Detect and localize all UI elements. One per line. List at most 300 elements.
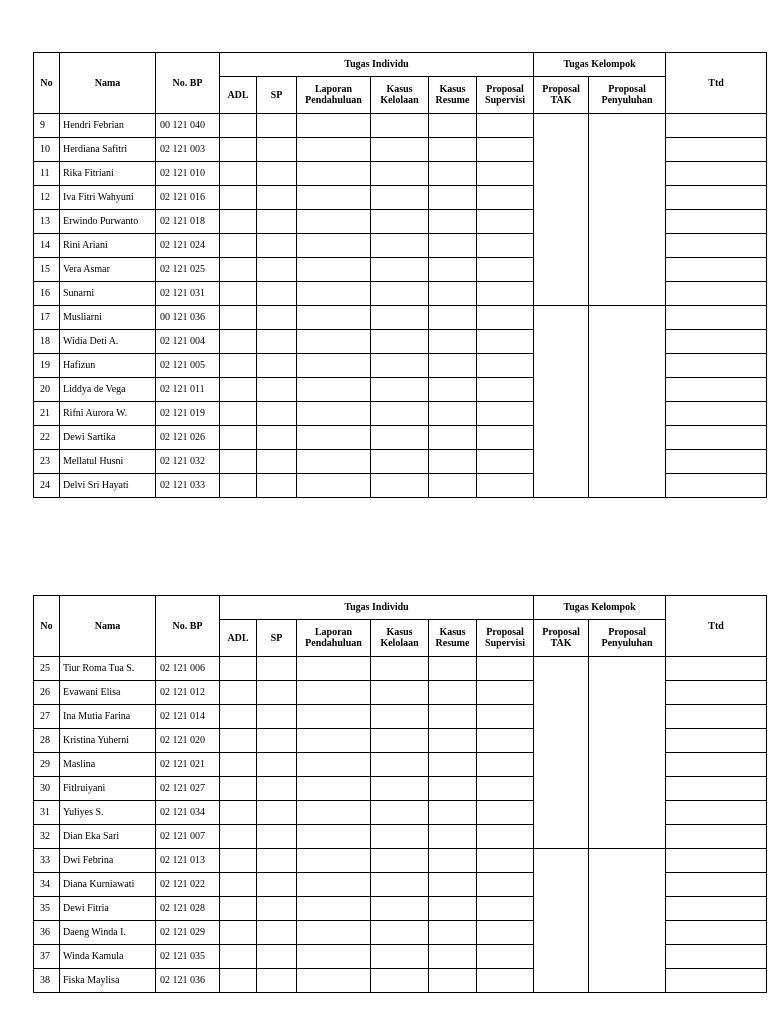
cell-kasus-kelolaan[interactable] xyxy=(371,258,429,282)
row-nama: Fiska Maylisa xyxy=(60,969,156,993)
cell-proposal-supervisi[interactable] xyxy=(477,474,534,498)
cell-kasus-resume[interactable] xyxy=(429,210,477,234)
row-nama: Dian Eka Sari xyxy=(60,825,156,849)
cell-adl[interactable] xyxy=(220,657,257,681)
cell-proposal-tak[interactable] xyxy=(534,306,589,498)
cell-laporan-pendahuluan[interactable] xyxy=(297,426,371,450)
cell-kasus-kelolaan[interactable] xyxy=(371,849,429,873)
cell-sp[interactable] xyxy=(257,897,297,921)
cell-sp[interactable] xyxy=(257,258,297,282)
cell-kasus-kelolaan[interactable] xyxy=(371,705,429,729)
cell-sp[interactable] xyxy=(257,186,297,210)
cell-sp[interactable] xyxy=(257,825,297,849)
row-no-bp: 00 121 040 xyxy=(156,114,220,138)
cell-sp[interactable] xyxy=(257,801,297,825)
cell-proposal-supervisi[interactable] xyxy=(477,705,534,729)
cell-kasus-resume[interactable] xyxy=(429,825,477,849)
cell-proposal-supervisi[interactable] xyxy=(477,186,534,210)
cell-proposal-supervisi[interactable] xyxy=(477,138,534,162)
cell-adl[interactable] xyxy=(220,402,257,426)
cell-laporan-pendahuluan[interactable] xyxy=(297,753,371,777)
cell-proposal-supervisi[interactable] xyxy=(477,402,534,426)
cell-laporan-pendahuluan[interactable] xyxy=(297,138,371,162)
cell-ttd[interactable] xyxy=(666,657,767,681)
cell-kasus-kelolaan[interactable] xyxy=(371,234,429,258)
cell-kasus-kelolaan[interactable] xyxy=(371,210,429,234)
cell-proposal-supervisi[interactable] xyxy=(477,753,534,777)
row-no: 28 xyxy=(34,729,60,753)
cell-ttd[interactable] xyxy=(666,945,767,969)
header-sp: SP xyxy=(257,77,297,114)
cell-adl[interactable] xyxy=(220,186,257,210)
cell-kasus-resume[interactable] xyxy=(429,378,477,402)
cell-kasus-kelolaan[interactable] xyxy=(371,945,429,969)
row-no-bp: 02 121 033 xyxy=(156,474,220,498)
cell-kasus-kelolaan[interactable] xyxy=(371,162,429,186)
row-no-bp: 02 121 020 xyxy=(156,729,220,753)
cell-laporan-pendahuluan[interactable] xyxy=(297,657,371,681)
cell-kasus-resume[interactable] xyxy=(429,402,477,426)
cell-ttd[interactable] xyxy=(666,378,767,402)
row-no: 13 xyxy=(34,210,60,234)
cell-kasus-kelolaan[interactable] xyxy=(371,114,429,138)
cell-ttd[interactable] xyxy=(666,801,767,825)
row-nama: Hafizun xyxy=(60,354,156,378)
cell-kasus-resume[interactable] xyxy=(429,897,477,921)
cell-proposal-penyuluhan[interactable] xyxy=(589,306,666,498)
cell-laporan-pendahuluan[interactable] xyxy=(297,162,371,186)
cell-ttd[interactable] xyxy=(666,729,767,753)
cell-adl[interactable] xyxy=(220,210,257,234)
header-proposal-tak: Proposal TAK xyxy=(534,77,589,114)
cell-kasus-resume[interactable] xyxy=(429,729,477,753)
cell-sp[interactable] xyxy=(257,282,297,306)
cell-kasus-kelolaan[interactable] xyxy=(371,354,429,378)
cell-kasus-resume[interactable] xyxy=(429,114,477,138)
cell-proposal-penyuluhan[interactable] xyxy=(589,114,666,306)
cell-proposal-supervisi[interactable] xyxy=(477,330,534,354)
row-nama: Mellatul Husni xyxy=(60,450,156,474)
cell-proposal-supervisi[interactable] xyxy=(477,729,534,753)
cell-kasus-kelolaan[interactable] xyxy=(371,282,429,306)
cell-kasus-resume[interactable] xyxy=(429,138,477,162)
cell-adl[interactable] xyxy=(220,873,257,897)
cell-kasus-resume[interactable] xyxy=(429,921,477,945)
cell-adl[interactable] xyxy=(220,426,257,450)
cell-proposal-supervisi[interactable] xyxy=(477,114,534,138)
cell-adl[interactable] xyxy=(220,945,257,969)
cell-ttd[interactable] xyxy=(666,162,767,186)
header-tugas-kelompok: Tugas Kelompok xyxy=(534,596,666,620)
row-no: 24 xyxy=(34,474,60,498)
cell-kasus-resume[interactable] xyxy=(429,186,477,210)
cell-kasus-kelolaan[interactable] xyxy=(371,729,429,753)
cell-ttd[interactable] xyxy=(666,681,767,705)
cell-kasus-resume[interactable] xyxy=(429,705,477,729)
cell-kasus-resume[interactable] xyxy=(429,258,477,282)
cell-sp[interactable] xyxy=(257,681,297,705)
cell-kasus-resume[interactable] xyxy=(429,753,477,777)
row-no: 35 xyxy=(34,897,60,921)
cell-laporan-pendahuluan[interactable] xyxy=(297,210,371,234)
header-tugas-individu: Tugas Individu xyxy=(220,53,534,77)
cell-ttd[interactable] xyxy=(666,897,767,921)
cell-kasus-kelolaan[interactable] xyxy=(371,777,429,801)
cell-kasus-kelolaan[interactable] xyxy=(371,306,429,330)
cell-sp[interactable] xyxy=(257,426,297,450)
cell-adl[interactable] xyxy=(220,330,257,354)
cell-adl[interactable] xyxy=(220,729,257,753)
cell-adl[interactable] xyxy=(220,705,257,729)
cell-proposal-tak[interactable] xyxy=(534,849,589,993)
cell-sp[interactable] xyxy=(257,657,297,681)
header-kasus-resume: Kasus Resume xyxy=(429,77,477,114)
cell-laporan-pendahuluan[interactable] xyxy=(297,402,371,426)
attendance-table-2 xyxy=(33,595,767,993)
cell-sp[interactable] xyxy=(257,330,297,354)
cell-kasus-kelolaan[interactable] xyxy=(371,330,429,354)
cell-proposal-supervisi[interactable] xyxy=(477,921,534,945)
cell-adl[interactable] xyxy=(220,921,257,945)
header-nama: Nama xyxy=(60,596,156,657)
table-body xyxy=(34,657,767,993)
cell-proposal-tak[interactable] xyxy=(534,657,589,849)
cell-laporan-pendahuluan[interactable] xyxy=(297,681,371,705)
cell-kasus-resume[interactable] xyxy=(429,873,477,897)
cell-kasus-resume[interactable] xyxy=(429,426,477,450)
header-adl: ADL xyxy=(220,77,257,114)
cell-proposal-penyuluhan[interactable] xyxy=(589,657,666,849)
cell-sp[interactable] xyxy=(257,162,297,186)
cell-laporan-pendahuluan[interactable] xyxy=(297,474,371,498)
cell-adl[interactable] xyxy=(220,777,257,801)
table-body xyxy=(34,114,767,498)
cell-sp[interactable] xyxy=(257,234,297,258)
cell-ttd[interactable] xyxy=(666,474,767,498)
table-row xyxy=(34,114,767,138)
cell-adl[interactable] xyxy=(220,234,257,258)
cell-laporan-pendahuluan[interactable] xyxy=(297,897,371,921)
cell-kasus-kelolaan[interactable] xyxy=(371,897,429,921)
row-no-bp: 02 121 026 xyxy=(156,426,220,450)
cell-ttd[interactable] xyxy=(666,426,767,450)
cell-kasus-kelolaan[interactable] xyxy=(371,873,429,897)
cell-kasus-resume[interactable] xyxy=(429,282,477,306)
row-no: 33 xyxy=(34,849,60,873)
cell-ttd[interactable] xyxy=(666,450,767,474)
cell-kasus-kelolaan[interactable] xyxy=(371,825,429,849)
cell-kasus-kelolaan[interactable] xyxy=(371,138,429,162)
cell-sp[interactable] xyxy=(257,474,297,498)
row-nama: Liddya de Vega xyxy=(60,378,156,402)
cell-ttd[interactable] xyxy=(666,921,767,945)
cell-ttd[interactable] xyxy=(666,282,767,306)
row-no: 37 xyxy=(34,945,60,969)
row-nama: Winda Kamula xyxy=(60,945,156,969)
cell-kasus-kelolaan[interactable] xyxy=(371,378,429,402)
cell-ttd[interactable] xyxy=(666,849,767,873)
header-kasus-kelolaan: Kasus Kelolaan xyxy=(371,620,429,657)
row-no-bp: 02 121 024 xyxy=(156,234,220,258)
cell-sp[interactable] xyxy=(257,921,297,945)
cell-adl[interactable] xyxy=(220,969,257,993)
cell-kasus-resume[interactable] xyxy=(429,777,477,801)
cell-sp[interactable] xyxy=(257,777,297,801)
row-nama: Fitlruiyani xyxy=(60,777,156,801)
cell-laporan-pendahuluan[interactable] xyxy=(297,801,371,825)
cell-laporan-pendahuluan[interactable] xyxy=(297,825,371,849)
row-no-bp: 02 121 021 xyxy=(156,753,220,777)
row-nama: Maslina xyxy=(60,753,156,777)
cell-kasus-kelolaan[interactable] xyxy=(371,450,429,474)
cell-ttd[interactable] xyxy=(666,777,767,801)
row-no: 21 xyxy=(34,402,60,426)
row-no-bp: 02 121 027 xyxy=(156,777,220,801)
cell-laporan-pendahuluan[interactable] xyxy=(297,450,371,474)
row-no: 36 xyxy=(34,921,60,945)
cell-laporan-pendahuluan[interactable] xyxy=(297,873,371,897)
row-nama: Evawani Elisa xyxy=(60,681,156,705)
row-nama: Musliarni xyxy=(60,306,156,330)
header-proposal-supervisi: Proposal Supervisi xyxy=(477,620,534,657)
row-nama: Rini Ariani xyxy=(60,234,156,258)
cell-adl[interactable] xyxy=(220,801,257,825)
cell-proposal-supervisi[interactable] xyxy=(477,657,534,681)
cell-kasus-resume[interactable] xyxy=(429,681,477,705)
cell-proposal-supervisi[interactable] xyxy=(477,681,534,705)
cell-kasus-kelolaan[interactable] xyxy=(371,801,429,825)
row-no-bp: 02 121 025 xyxy=(156,258,220,282)
row-nama: Rika Fitriani xyxy=(60,162,156,186)
cell-laporan-pendahuluan[interactable] xyxy=(297,306,371,330)
cell-kasus-kelolaan[interactable] xyxy=(371,921,429,945)
cell-proposal-supervisi[interactable] xyxy=(477,234,534,258)
cell-proposal-penyuluhan[interactable] xyxy=(589,849,666,993)
cell-adl[interactable] xyxy=(220,450,257,474)
cell-laporan-pendahuluan[interactable] xyxy=(297,969,371,993)
cell-kasus-resume[interactable] xyxy=(429,849,477,873)
cell-laporan-pendahuluan[interactable] xyxy=(297,282,371,306)
cell-sp[interactable] xyxy=(257,969,297,993)
cell-kasus-resume[interactable] xyxy=(429,474,477,498)
cell-kasus-resume[interactable] xyxy=(429,969,477,993)
cell-kasus-kelolaan[interactable] xyxy=(371,657,429,681)
cell-laporan-pendahuluan[interactable] xyxy=(297,945,371,969)
cell-proposal-supervisi[interactable] xyxy=(477,897,534,921)
row-nama: Widia Deti A. xyxy=(60,330,156,354)
cell-ttd[interactable] xyxy=(666,402,767,426)
cell-sp[interactable] xyxy=(257,210,297,234)
cell-ttd[interactable] xyxy=(666,210,767,234)
cell-kasus-resume[interactable] xyxy=(429,306,477,330)
cell-sp[interactable] xyxy=(257,450,297,474)
cell-kasus-resume[interactable] xyxy=(429,162,477,186)
cell-laporan-pendahuluan[interactable] xyxy=(297,777,371,801)
cell-sp[interactable] xyxy=(257,402,297,426)
cell-proposal-supervisi[interactable] xyxy=(477,282,534,306)
cell-ttd[interactable] xyxy=(666,705,767,729)
cell-proposal-supervisi[interactable] xyxy=(477,426,534,450)
cell-kasus-resume[interactable] xyxy=(429,234,477,258)
row-no: 34 xyxy=(34,873,60,897)
header-tugas-individu: Tugas Individu xyxy=(220,596,534,620)
cell-ttd[interactable] xyxy=(666,753,767,777)
cell-ttd[interactable] xyxy=(666,138,767,162)
cell-adl[interactable] xyxy=(220,681,257,705)
cell-sp[interactable] xyxy=(257,378,297,402)
cell-sp[interactable] xyxy=(257,849,297,873)
cell-adl[interactable] xyxy=(220,114,257,138)
cell-laporan-pendahuluan[interactable] xyxy=(297,330,371,354)
cell-ttd[interactable] xyxy=(666,825,767,849)
cell-sp[interactable] xyxy=(257,705,297,729)
cell-sp[interactable] xyxy=(257,114,297,138)
cell-laporan-pendahuluan[interactable] xyxy=(297,234,371,258)
cell-adl[interactable] xyxy=(220,306,257,330)
cell-adl[interactable] xyxy=(220,258,257,282)
row-no-bp: 02 121 016 xyxy=(156,186,220,210)
row-no-bp: 02 121 005 xyxy=(156,354,220,378)
row-no: 31 xyxy=(34,801,60,825)
header-kasus-resume: Kasus Resume xyxy=(429,620,477,657)
cell-ttd[interactable] xyxy=(666,258,767,282)
cell-adl[interactable] xyxy=(220,897,257,921)
row-no: 32 xyxy=(34,825,60,849)
row-no: 10 xyxy=(34,138,60,162)
cell-ttd[interactable] xyxy=(666,234,767,258)
cell-kasus-kelolaan[interactable] xyxy=(371,681,429,705)
cell-kasus-resume[interactable] xyxy=(429,354,477,378)
cell-sp[interactable] xyxy=(257,729,297,753)
cell-kasus-kelolaan[interactable] xyxy=(371,186,429,210)
row-no-bp: 02 121 004 xyxy=(156,330,220,354)
cell-sp[interactable] xyxy=(257,354,297,378)
cell-proposal-supervisi[interactable] xyxy=(477,210,534,234)
row-no: 18 xyxy=(34,330,60,354)
row-no: 16 xyxy=(34,282,60,306)
row-no-bp: 02 121 032 xyxy=(156,450,220,474)
cell-proposal-supervisi[interactable] xyxy=(477,801,534,825)
header-sp: SP xyxy=(257,620,297,657)
cell-kasus-kelolaan[interactable] xyxy=(371,969,429,993)
table-row xyxy=(34,306,767,330)
header-proposal-penyuluhan: Proposal Penyuluhan xyxy=(589,77,666,114)
row-nama: Dewi Sartika xyxy=(60,426,156,450)
cell-kasus-kelolaan[interactable] xyxy=(371,402,429,426)
cell-adl[interactable] xyxy=(220,354,257,378)
cell-kasus-kelolaan[interactable] xyxy=(371,426,429,450)
cell-ttd[interactable] xyxy=(666,330,767,354)
cell-kasus-kelolaan[interactable] xyxy=(371,474,429,498)
row-no: 25 xyxy=(34,657,60,681)
cell-laporan-pendahuluan[interactable] xyxy=(297,705,371,729)
cell-ttd[interactable] xyxy=(666,306,767,330)
cell-kasus-resume[interactable] xyxy=(429,945,477,969)
cell-sp[interactable] xyxy=(257,945,297,969)
row-nama: Hendri Febrian xyxy=(60,114,156,138)
cell-proposal-supervisi[interactable] xyxy=(477,969,534,993)
row-no: 30 xyxy=(34,777,60,801)
row-nama: Tiur Roma Tua S. xyxy=(60,657,156,681)
cell-laporan-pendahuluan[interactable] xyxy=(297,114,371,138)
cell-laporan-pendahuluan[interactable] xyxy=(297,354,371,378)
cell-laporan-pendahuluan[interactable] xyxy=(297,258,371,282)
row-no: 15 xyxy=(34,258,60,282)
cell-proposal-supervisi[interactable] xyxy=(477,825,534,849)
cell-adl[interactable] xyxy=(220,753,257,777)
row-no: 9 xyxy=(34,114,60,138)
cell-proposal-supervisi[interactable] xyxy=(477,849,534,873)
cell-proposal-supervisi[interactable] xyxy=(477,945,534,969)
cell-proposal-supervisi[interactable] xyxy=(477,873,534,897)
cell-laporan-pendahuluan[interactable] xyxy=(297,921,371,945)
cell-sp[interactable] xyxy=(257,306,297,330)
cell-kasus-resume[interactable] xyxy=(429,657,477,681)
cell-kasus-kelolaan[interactable] xyxy=(371,753,429,777)
row-no: 26 xyxy=(34,681,60,705)
cell-sp[interactable] xyxy=(257,138,297,162)
row-nama: Dwi Febrina xyxy=(60,849,156,873)
row-no-bp: 02 121 007 xyxy=(156,825,220,849)
cell-kasus-resume[interactable] xyxy=(429,330,477,354)
row-no-bp: 02 121 011 xyxy=(156,378,220,402)
row-no: 14 xyxy=(34,234,60,258)
cell-adl[interactable] xyxy=(220,282,257,306)
cell-sp[interactable] xyxy=(257,753,297,777)
cell-ttd[interactable] xyxy=(666,969,767,993)
cell-laporan-pendahuluan[interactable] xyxy=(297,849,371,873)
row-no-bp: 02 121 010 xyxy=(156,162,220,186)
cell-kasus-resume[interactable] xyxy=(429,450,477,474)
cell-laporan-pendahuluan[interactable] xyxy=(297,186,371,210)
cell-proposal-supervisi[interactable] xyxy=(477,306,534,330)
row-nama: Ina Mutia Farina xyxy=(60,705,156,729)
header-nama: Nama xyxy=(60,53,156,114)
row-nama: Sunarni xyxy=(60,282,156,306)
cell-proposal-supervisi[interactable] xyxy=(477,378,534,402)
cell-adl[interactable] xyxy=(220,849,257,873)
header-no: No xyxy=(34,53,60,114)
row-nama: Diana Kurniawati xyxy=(60,873,156,897)
cell-proposal-supervisi[interactable] xyxy=(477,777,534,801)
cell-adl[interactable] xyxy=(220,825,257,849)
row-no-bp: 02 121 013 xyxy=(156,849,220,873)
cell-adl[interactable] xyxy=(220,162,257,186)
cell-ttd[interactable] xyxy=(666,354,767,378)
cell-ttd[interactable] xyxy=(666,114,767,138)
cell-sp[interactable] xyxy=(257,873,297,897)
cell-proposal-supervisi[interactable] xyxy=(477,162,534,186)
header-proposal-supervisi: Proposal Supervisi xyxy=(477,77,534,114)
cell-laporan-pendahuluan[interactable] xyxy=(297,378,371,402)
row-nama: Erwindo Purwanto xyxy=(60,210,156,234)
cell-kasus-resume[interactable] xyxy=(429,801,477,825)
cell-proposal-tak[interactable] xyxy=(534,114,589,306)
row-no: 29 xyxy=(34,753,60,777)
cell-laporan-pendahuluan[interactable] xyxy=(297,729,371,753)
cell-proposal-supervisi[interactable] xyxy=(477,450,534,474)
cell-ttd[interactable] xyxy=(666,186,767,210)
table-row xyxy=(34,657,767,681)
cell-proposal-supervisi[interactable] xyxy=(477,354,534,378)
header-ttd: Ttd xyxy=(666,596,767,657)
cell-adl[interactable] xyxy=(220,474,257,498)
cell-adl[interactable] xyxy=(220,138,257,162)
cell-ttd[interactable] xyxy=(666,873,767,897)
row-no: 23 xyxy=(34,450,60,474)
cell-proposal-supervisi[interactable] xyxy=(477,258,534,282)
cell-adl[interactable] xyxy=(220,378,257,402)
